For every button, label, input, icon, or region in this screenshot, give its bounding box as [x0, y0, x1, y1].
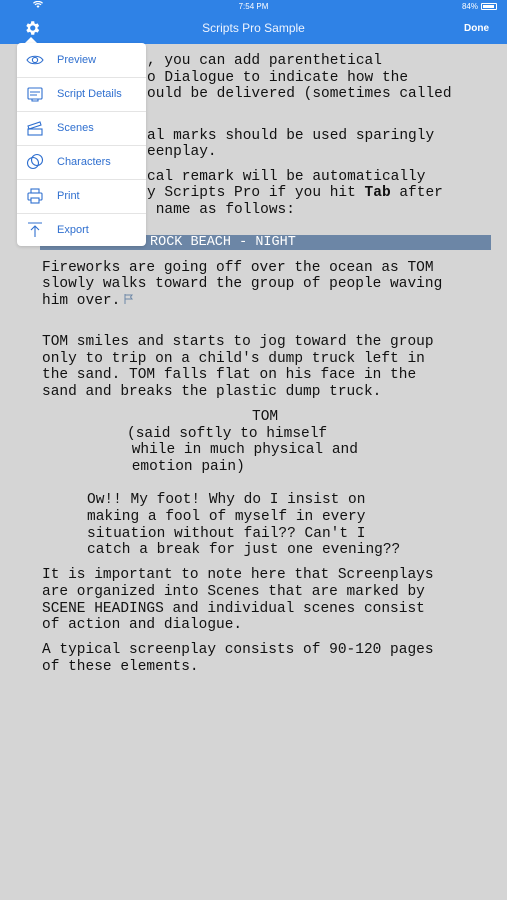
script-line: SCENE HEADINGS and individual scenes consist — [42, 601, 425, 617]
scenes-icon — [26, 119, 44, 137]
script-line: of these elements. — [42, 659, 199, 675]
script-line: TOM smiles and starts to jog toward the group — [42, 334, 434, 350]
characters-icon — [26, 153, 44, 171]
menu-label: Characters — [57, 156, 111, 168]
status-time: 7:54 PM — [238, 2, 269, 11]
script-text: him over. — [42, 293, 121, 309]
script-line: are organized into Scenes that are marked by — [42, 584, 425, 600]
menu-item-export[interactable] — [17, 213, 146, 246]
dialogue-line: situation without fail?? Can't I — [87, 526, 366, 542]
dialogue-line: making a fool of myself in every — [87, 509, 366, 525]
scene-heading: ROCK BEACH - NIGHT — [150, 235, 296, 250]
script-line: o Dialogue to indicate how the — [147, 70, 409, 86]
battery-indicator — [462, 2, 497, 11]
menu-label: Export — [57, 224, 89, 236]
menu-label: Script Details — [57, 88, 122, 100]
menu-item-print[interactable] — [17, 179, 146, 213]
script-text: after — [390, 185, 443, 201]
battery-icon — [481, 3, 497, 10]
dialogue-line: catch a break for just one evening?? — [87, 542, 401, 558]
menu-item-script-details[interactable] — [17, 77, 146, 111]
script-line: sand and breaks the plastic dump truck. — [42, 384, 382, 400]
menu-label: Preview — [57, 54, 97, 66]
character-name: TOM — [252, 409, 279, 425]
menu-item-preview[interactable] — [17, 43, 146, 77]
status-bar — [0, 0, 507, 14]
export-icon — [26, 221, 44, 239]
script-line: It is important to note here that Screenplays — [42, 567, 434, 583]
script-bold-text: Tab — [364, 185, 391, 201]
navigation-bar — [0, 14, 507, 44]
script-line: name as follows: — [147, 202, 295, 218]
script-details-icon — [26, 85, 44, 103]
eye-icon — [26, 51, 44, 69]
parenthetical-line: emotion pain) — [123, 459, 245, 475]
script-line: , you can add parenthetical — [147, 53, 382, 69]
printer-icon — [26, 187, 44, 205]
done-button[interactable]: Done — [464, 23, 489, 34]
menu-label: Print — [57, 190, 80, 202]
menu-item-scenes[interactable] — [17, 111, 146, 145]
script-line: ould be delivered (sometimes called — [147, 86, 452, 102]
script-line — [147, 185, 443, 202]
script-line — [42, 293, 134, 310]
script-line: Fireworks are going off over the ocean as TOM — [42, 260, 434, 276]
script-line: slowly walks toward the group of people waving — [42, 276, 443, 292]
parenthetical-line: while in much physical and — [123, 442, 358, 458]
flag-icon[interactable] — [124, 293, 134, 303]
dialogue-line: Ow!! My foot! Why do I insist on — [87, 492, 366, 508]
script-line: only to trip on a child's dump truck left in — [42, 351, 425, 367]
menu-label: Scenes — [57, 122, 94, 134]
script-line: eenplay. — [147, 144, 217, 160]
script-line: of action and dialogue. — [42, 617, 243, 633]
script-text: y Scripts Pro if you hit — [147, 185, 365, 201]
menu-item-characters[interactable] — [17, 145, 146, 179]
settings-popover-menu — [17, 43, 146, 246]
nav-title: Scripts Pro Sample — [202, 21, 305, 35]
script-line: the sand. TOM falls flat on his face in the — [42, 367, 417, 383]
script-line: A typical screenplay consists of 90-120 pages — [42, 642, 434, 658]
battery-percent: 84% — [461, 2, 478, 11]
parenthetical-line: (said softly to himself — [127, 426, 328, 442]
script-line: cal remark will be automatically — [147, 169, 426, 185]
script-line: al marks should be used sparingly — [147, 128, 435, 144]
